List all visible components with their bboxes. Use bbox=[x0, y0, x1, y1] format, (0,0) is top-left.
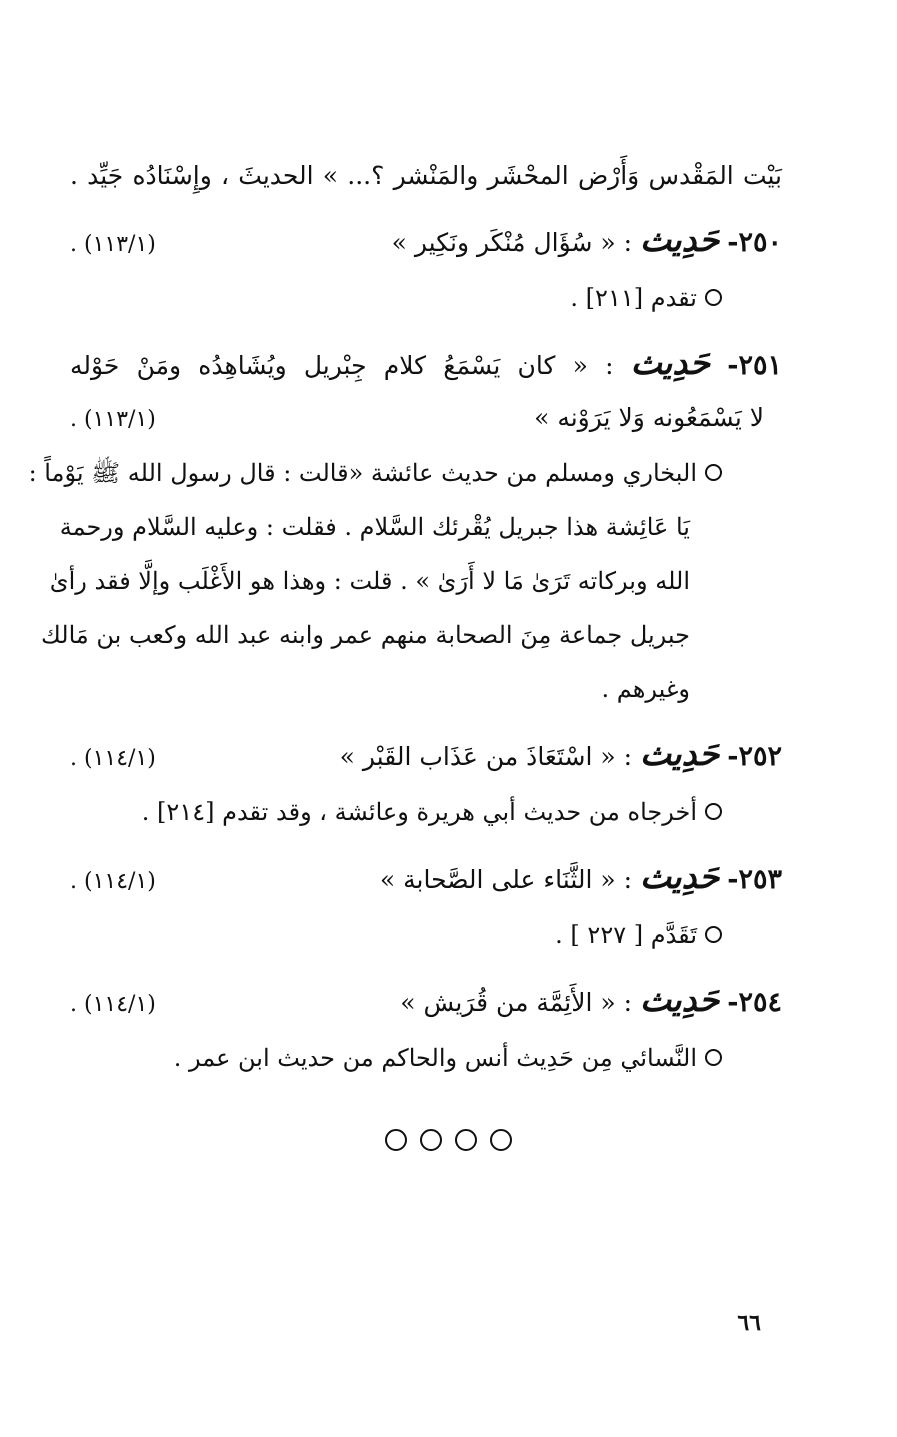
bullet-circle-icon bbox=[705, 926, 722, 943]
bullet-circle-icon bbox=[705, 1049, 722, 1066]
entry-reference: (١١٣/١) . bbox=[70, 232, 156, 257]
hadith-word: حَدِيث bbox=[640, 980, 720, 1019]
entry-note: تقدم [٢١١] . bbox=[70, 271, 782, 325]
circle-icon bbox=[455, 1129, 477, 1151]
entry-number: ٢٥٤- bbox=[727, 987, 782, 1018]
entry-header bbox=[70, 728, 782, 785]
entry-title bbox=[70, 337, 782, 392]
entry-reference: (١١٤/١) . bbox=[70, 869, 156, 894]
entry-title bbox=[392, 214, 782, 269]
entry-note-continuation: الله وبركاته تَرَىٰ مَا لا أَرَىٰ » . قلت : وهذا هو الأَغْلَب وإلَّا فقد رأىٰ bbox=[49, 567, 690, 595]
hadith-entry-251 bbox=[28, 337, 782, 716]
entry-number: ٢٥٢- bbox=[727, 741, 782, 772]
entry-text: : « الأَئِمَّة من قُرَيش » bbox=[400, 988, 633, 1017]
hadith-word: حَدِيث bbox=[630, 343, 711, 382]
bullet-circle-icon bbox=[705, 464, 722, 481]
entry-text: : « سُؤَال مُنْكَر ونَكِير » bbox=[391, 228, 633, 257]
entry-note-continuation: وغيرهم . bbox=[601, 675, 690, 703]
entry-note-continuation: يَا عَائِشة هذا جبريل يُقْرئك السَّلام . فقلت : وعليه السَّلام ورحمة bbox=[59, 513, 690, 541]
entry-header bbox=[70, 392, 782, 446]
entry-note: النَّسائي مِن حَدِيث أنس والحاكم من حديث ابن عمر . bbox=[70, 1031, 782, 1085]
entry-header bbox=[70, 851, 782, 908]
entry-note: أخرجاه من حديث أبي هريرة وعائشة ، وقد تقدم [٢١٤] . bbox=[70, 785, 782, 839]
entry-number: ٢٥٠- bbox=[727, 227, 782, 258]
page-body bbox=[28, 150, 782, 1085]
hadith-entry-253 bbox=[70, 851, 782, 962]
entry-note: تَقَدَّم [ ٢٢٧ ] . bbox=[70, 908, 782, 962]
hadith-entry-250 bbox=[70, 214, 782, 325]
bullet-circle-icon bbox=[705, 289, 722, 306]
intro-line: بَيْت المَقْدس وَأَرْض المحْشَر والمَنْشر ؟... » الحديثَ ، وإِسْنَادُه جَيِّد . bbox=[70, 161, 782, 190]
entry-reference: (١١٣/١) . bbox=[70, 407, 156, 432]
hadith-entry-252 bbox=[70, 728, 782, 839]
entry-text-line1: : « كان يَسْمَعُ كلام جِبْريل ويُشَاهِدُه ومَنْ حَوْله bbox=[70, 351, 614, 380]
entry-note-continuation: جبريل جماعة مِنَ الصحابة منهم عمر وابنه عبد الله وكعب بن مَالك bbox=[41, 621, 690, 649]
hadith-word: حَدِيث bbox=[640, 734, 720, 773]
entry-reference: (١١٤/١) . bbox=[70, 746, 156, 771]
hadith-word: حَدِيث bbox=[640, 857, 720, 896]
circle-icon bbox=[490, 1129, 512, 1151]
entry-text-line2: لا يَسْمَعُونه وَلا يَرَوْنه » bbox=[534, 403, 764, 432]
entry-title bbox=[400, 974, 782, 1029]
entry-text: : « اسْتَعَاذَ من عَذَاب القَبْر » bbox=[339, 742, 633, 771]
entry-number: ٢٥١- bbox=[727, 350, 782, 381]
bullet-circle-icon bbox=[705, 803, 722, 820]
entry-note: البخاري ومسلم من حديث عائشة «قالت : قال رسول الله ﷺ يَوْماً : bbox=[70, 446, 782, 500]
entry-title bbox=[380, 851, 782, 906]
entry-header bbox=[70, 214, 782, 271]
entry-text: : « الثَّنَاء على الصَّحابة » bbox=[379, 865, 633, 894]
entry-title bbox=[340, 728, 782, 783]
section-divider-ornament bbox=[0, 1129, 897, 1155]
hadith-entry-254 bbox=[70, 974, 782, 1085]
circle-icon bbox=[385, 1129, 407, 1151]
entry-number: ٢٥٣- bbox=[727, 864, 782, 895]
circle-icon bbox=[420, 1129, 442, 1151]
entry-header bbox=[70, 974, 782, 1031]
entry-reference: (١١٤/١) . bbox=[70, 992, 156, 1017]
page-number: ٦٦ bbox=[737, 1310, 761, 1336]
hadith-word: حَدِيث bbox=[640, 220, 720, 259]
